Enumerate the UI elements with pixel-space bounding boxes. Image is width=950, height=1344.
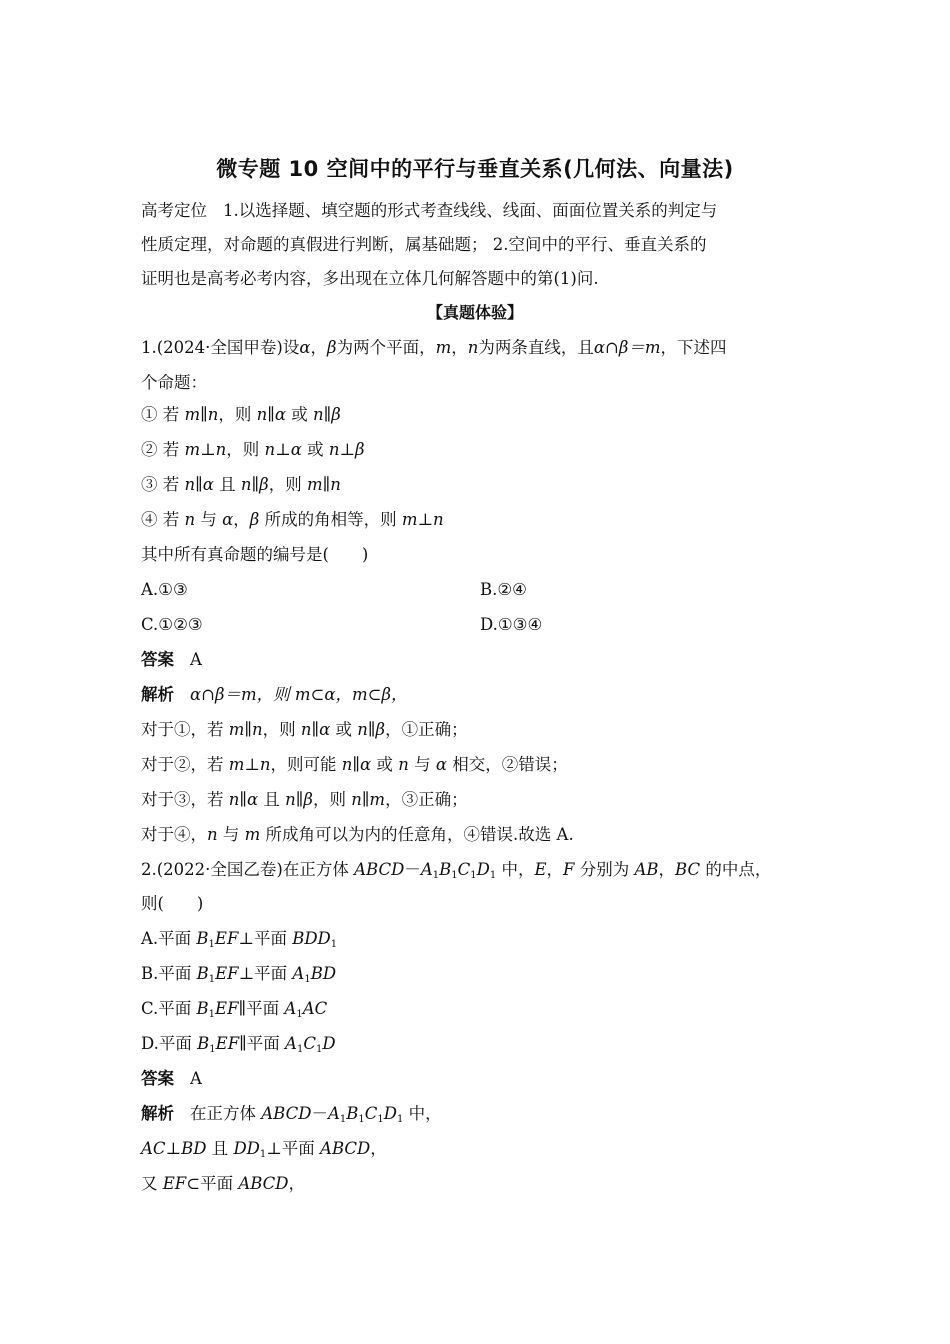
section-heading: 【真题体验】 xyxy=(426,303,523,322)
answer-label: 答案 xyxy=(141,1069,174,1088)
q2-option-d: D.平面 $B_1EF\parallel$平面 $A_1C_1D$ xyxy=(141,1034,336,1055)
q1-option-c: C.①②③ xyxy=(141,615,203,634)
intro-line-2: 性质定理，对命题的真假进行判断，属基础题； 2.空间中的平行、垂直关系的 xyxy=(141,235,707,254)
q2-stem-line-1: 2.(2022·全国乙卷)在正方体 $ABCD-A_1B_1C_1D_1$ 中，E，F 分别为 AB，BC 的中点， xyxy=(141,860,772,881)
q1-analysis-line-4: 对于③，若 n∥α 且 n∥β，则 n∥m，③正确； xyxy=(141,790,468,809)
q1-proposition-1: ① 若 m∥n，则 n∥α 或 n∥β xyxy=(141,405,341,424)
q2-analysis-line-2: AC⊥BD 且 $DD_1\perp$平面 ABCD， xyxy=(141,1139,387,1160)
analysis-label: 解析 xyxy=(141,685,174,704)
q2-stem-line-2: 则( ) xyxy=(141,894,204,913)
q2-analysis-line-3: 又 EF⊂平面 ABCD， xyxy=(141,1174,306,1193)
q1-analysis-line-5: 对于④，n 与 m 所成角可以为内的任意角，④错误.故选 A. xyxy=(141,825,574,844)
q1-proposition-3: ③ 若 n∥α 且 n∥β，则 m∥n xyxy=(141,475,341,494)
q2-analysis-line-1: 解析 在正方体 $ABCD-A_1B_1C_1D_1$ 中， xyxy=(141,1104,442,1125)
intro-line-3: 证明也是高考必考内容，多出现在立体几何解答题中的第(1)问. xyxy=(141,269,599,288)
intro-line-1: 高考定位 1.以选择题、填空题的形式考查线线、线面、面面位置关系的判定与 xyxy=(141,201,718,220)
answer-label: 答案 xyxy=(141,650,174,669)
q1-stem-line-2: 个命题： xyxy=(141,373,207,392)
q2-option-a: A.平面 $B_1EF\perp$平面 $BDD_1$ xyxy=(141,929,338,950)
q1-analysis-line-1: 解析 α∩β＝m，则 m⊂α，m⊂β， xyxy=(141,685,408,704)
q1-question: 其中所有真命题的编号是( ) xyxy=(141,545,369,564)
q1-proposition-2: ② 若 m⊥n，则 n⊥α 或 n⊥β xyxy=(141,440,365,459)
q2-option-b: B.平面 $B_1EF\perp$平面 $A_1BD$ xyxy=(141,964,337,985)
q1-analysis-line-3: 对于②，若 m⊥n，则可能 n∥α 或 n 与 α 相交，②错误； xyxy=(141,755,568,774)
page-title: 微专题 10 空间中的平行与垂直关系(几何法、向量法) xyxy=(216,157,734,181)
q1-answer: 答案 A xyxy=(141,650,202,669)
q1-analysis-line-2: 对于①，若 m∥n，则 n∥α 或 n∥β，①正确； xyxy=(141,720,468,739)
q1-proposition-4: ④ 若 n 与 α，β 所成的角相等，则 m⊥n xyxy=(141,510,444,529)
q1-option-d: D.①③④ xyxy=(480,615,543,634)
analysis-label: 解析 xyxy=(141,1104,174,1123)
q2-answer: 答案 A xyxy=(141,1069,202,1088)
q1-stem-line-1: 1.(2024·全国甲卷)设α，β为两个平面，m，n为两条直线，且α∩β＝m，下述四 xyxy=(141,338,727,357)
intro-label: 高考定位 xyxy=(141,201,207,220)
q1-option-b: B.②④ xyxy=(480,580,527,599)
q2-option-c: C.平面 $B_1EF\parallel$平面 $A_1AC$ xyxy=(141,999,328,1020)
q1-option-a: A.①③ xyxy=(141,580,188,599)
